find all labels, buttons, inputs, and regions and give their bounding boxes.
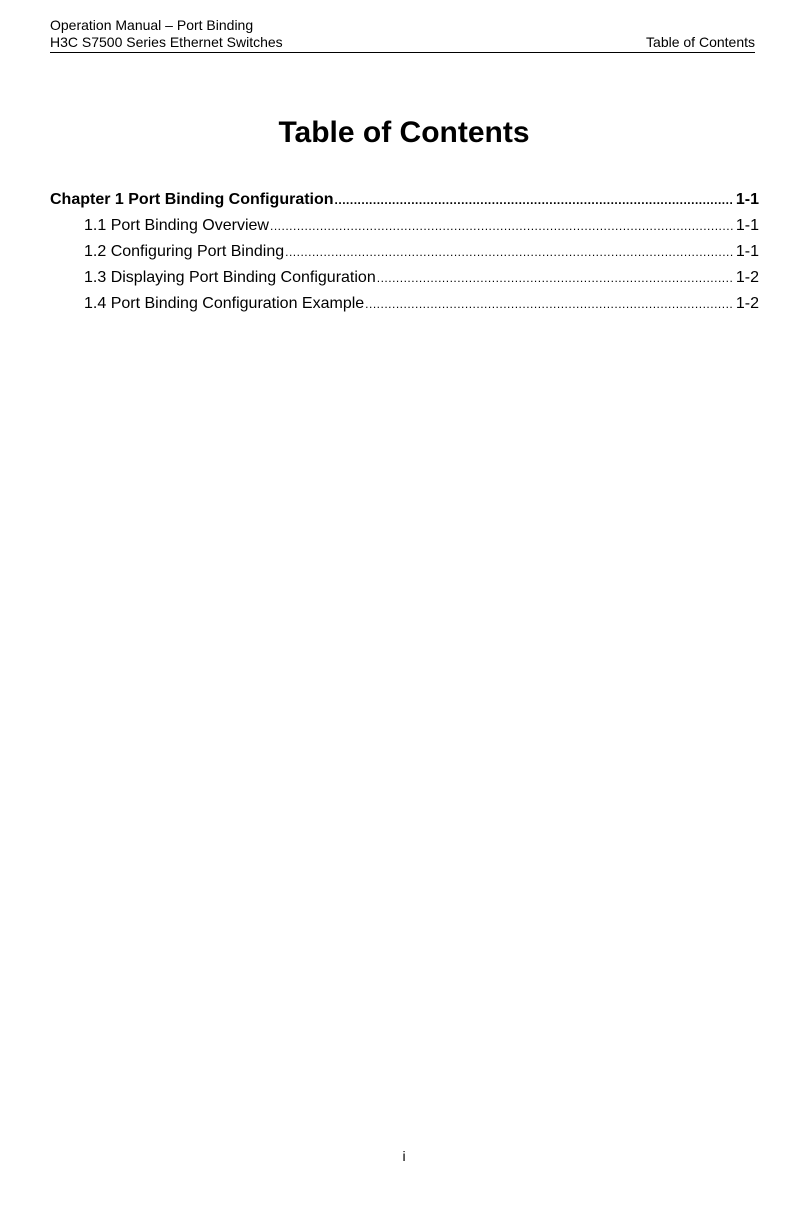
- toc-dot-leader: [335, 187, 733, 213]
- toc-entry-label[interactable]: 1.4 Port Binding Configuration Example: [84, 295, 365, 312]
- header-section-name: Table of Contents: [646, 34, 755, 50]
- manual-title: Operation Manual – Port Binding: [50, 17, 254, 33]
- page-number: i: [402, 1148, 406, 1164]
- toc-dot-leader: [377, 265, 733, 291]
- toc-entry-label[interactable]: 1.2 Configuring Port Binding: [84, 243, 285, 260]
- running-header: [50, 17, 755, 53]
- page-title: Table of Contents: [278, 116, 530, 149]
- toc-page-number[interactable]: 1-2: [735, 295, 759, 312]
- toc-section-1-3[interactable]: [50, 265, 759, 291]
- toc-dot-leader: [285, 239, 733, 265]
- table-of-contents: [50, 187, 759, 317]
- toc-dot-leader: [365, 291, 733, 317]
- header-left: [50, 17, 283, 51]
- toc-page-number[interactable]: 1-1: [735, 217, 759, 234]
- toc-page-number[interactable]: 1-1: [735, 191, 759, 208]
- toc-section-1-1[interactable]: [50, 213, 759, 239]
- toc-dot-leader: [270, 213, 733, 239]
- toc-chapter-1[interactable]: [50, 187, 759, 213]
- product-line: H3C S7500 Series Ethernet Switches: [50, 34, 283, 50]
- toc-page-number[interactable]: 1-2: [735, 269, 759, 286]
- toc-page-number[interactable]: 1-1: [735, 243, 759, 260]
- toc-entry-label[interactable]: Chapter 1 Port Binding Configuration: [50, 191, 334, 208]
- toc-section-1-4[interactable]: [50, 291, 759, 317]
- toc-entry-label[interactable]: 1.3 Displaying Port Binding Configuration: [84, 269, 376, 286]
- toc-entry-label[interactable]: 1.1 Port Binding Overview: [84, 217, 269, 234]
- toc-section-1-2[interactable]: [50, 239, 759, 265]
